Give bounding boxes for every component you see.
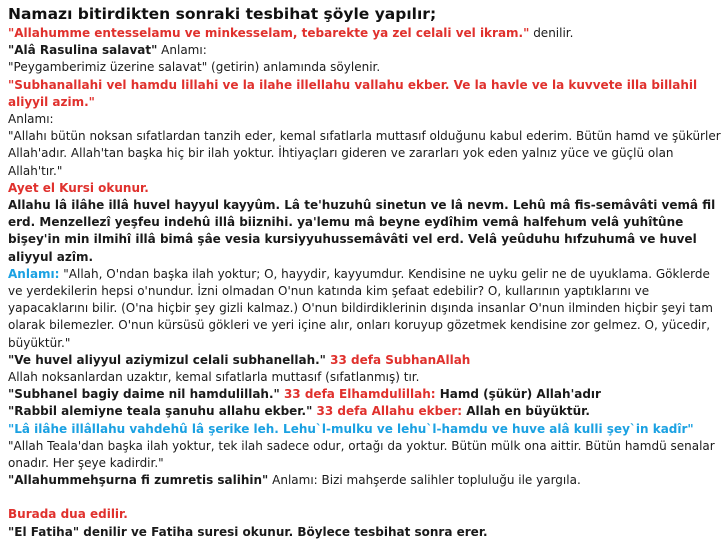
paragraph-salavat [8, 42, 721, 59]
salavat-meaning-label: Anlamı: [157, 43, 207, 58]
paragraph-mahser-dua [8, 472, 721, 489]
arabic-salam-dua: "Allahumme entesselamu ve minkesselam, tebarekte ya zel celali vel ikram." [8, 26, 530, 40]
elhamdulillah-meaning: Hamd (şükür) Allah'adır [435, 387, 601, 402]
paragraph-elhamdulillah [8, 386, 721, 403]
ayet-meaning-text: "Allah, O'ndan başka ilah yoktur; O, hayydir, kayyumdur. Kendisine ne uyku gelir ne de uyuklama. Göklerde ve yerdekilerin hepsi o'nundur. İzni olmadan O'nun katında kim şefaat edebilir? O, kullarının yaptıklarını ve yapacaklarını bilir. (O'na hiçbir şey gizli kalmaz.) O'nun bildirdiklerinin dışında insanlar O'nun ilminden hiçbir şeyi tam olarak bilemezler. O'nun kürsüsü gökleri ve yeri içine alır, onları koruyup gözetmek kendisine zor gelmez. O, yücedir, büyüktür." [8, 266, 713, 350]
dua-note: Burada dua edilir. [8, 507, 128, 522]
page-title: Namazı bitirdikten sonraki tesbihat şöyle yapılır; [8, 5, 437, 23]
ayet-el-kursi-heading: Ayet el Kursi okunur. [8, 180, 149, 195]
elhamdulillah-count: 33 defa Elhamdulillah: [279, 387, 436, 402]
spacer [8, 489, 721, 506]
paragraph-allahu-ekber [8, 403, 721, 420]
paragraph-subhanallah [8, 77, 721, 111]
subhanallah-count: 33 defa SubhanAllah [325, 352, 471, 367]
paragraph-salam-dua [8, 25, 721, 42]
salam-dua-note: denilir. [529, 26, 574, 40]
allahu-ekber-meaning: Allah en büyüktür. [462, 404, 590, 419]
arabic-subhanallah: "Subhanallahi vel hamdu lillahi ve la ilahe illellahu vallahu ekber. Ve la havle ve la kuvvete illa billahil aliyyil azim." [8, 77, 698, 109]
allahu-ekber-dua: "Rabbil alemiyne teala şanuhu allahu ekber." [8, 404, 313, 419]
subhanallah-dua: "Ve huvel aliyyul aziymizul celali subhanellah." [8, 352, 326, 367]
paragraph-ayet-el-kursi-meaning [8, 266, 721, 352]
ayet-el-kursi-text: Allahu lâ ilâhe illâ huvel hayyul kayyûm. Lâ te'huzuhû sinetun ve lâ nevm. Lehû mâ fis-semâvâti vemâ fil erd. Menzellezî yeşfeu indehû illâ biiznihi. ya'lemu mâ beyne eydîhim vemâ halfehum velâ yuhîtûne bişey'in min ilmihî illâ bimâ şâe vesia kursiyyuhussemâvâti vel erd. Velâ yeûduhu hıfzuhumâ ve huvel aliyyul azîm. [8, 198, 716, 264]
tevhid-text: "Lâ ilâhe illâllahu vahdehû lâ şerike leh. Lehu`l-mulku ve lehu`l-hamdu ve huve alâ kulli şey`in kadîr" [8, 421, 694, 436]
subhanallah-meaning-label: Anlamı: [8, 112, 54, 127]
paragraph-subhanallah-count [8, 352, 721, 369]
mahser-dua-meaning: Anlamı: Bizi mahşerde salihler topluluğu ile yargıla. [268, 473, 581, 488]
salavat-meaning: "Peygamberimiz üzerine salavat" (getirin) anlamında söylenir. [8, 60, 381, 75]
elhamdulillah-dua: "Subhanel bagiy daime nil hamdulillah." [8, 387, 280, 402]
allahu-ekber-count: 33 defa Allahu ekber: [312, 404, 463, 419]
ayet-meaning-label: Anlamı: [8, 266, 60, 281]
subhanallah-meaning: "Allahı bütün noksan sıfatlardan tanzih eder, kemal sıfatlarla muttasıf olduğunu kabul ederim. Bütün hamd ve şükürler Allah'adır. Allah'tan başka hiç bir ilah yoktur. İhtiyaçları gideren ve zararları yok eden yalnız yüce ve güçlü olan Allah'tır." [8, 129, 721, 178]
subhanallah-count-meaning: Allah noksanlardan uzaktır, kemal sıfatlarla muttasıf (sıfatlanmış) tır. [8, 370, 420, 385]
fatiha-note: "El Fatiha" denilir ve Fatiha suresi okunur. Böylece tesbihat sonra erer. [8, 524, 488, 539]
mahser-dua: "Allahummehşurna fi zumretis salihin" [8, 473, 269, 488]
tevhid-meaning: "Allah Teala'dan başka ilah yoktur, tek ilah sadece odur, ortağı da yoktur. Bütün mülk ona aittir. Bütün hamdü senalar onadır. Her şeye kadirdir." [8, 438, 715, 471]
salavat-text: "Alâ Rasulina salavat" [8, 43, 158, 58]
